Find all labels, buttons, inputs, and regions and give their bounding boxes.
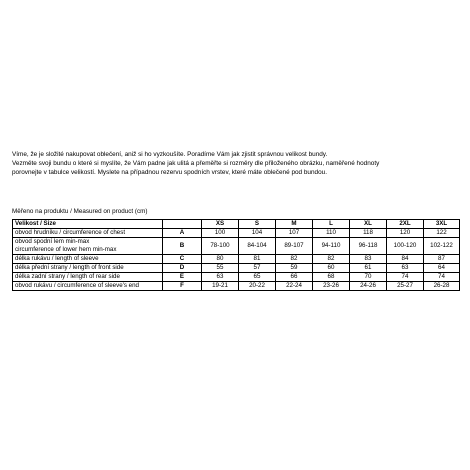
header-code-cell	[163, 220, 202, 229]
row-label-line-1: obvod spodní lem min-max	[15, 238, 90, 246]
row-label-line-2: circumference of lower hem min-max	[15, 246, 117, 253]
table-cell: 59	[276, 264, 313, 273]
table-cell: 110	[313, 229, 350, 238]
table-cell: 100-120	[387, 238, 424, 255]
table-cell: 22-24	[276, 282, 313, 291]
intro-line-3: porovnejte v tabulce velikostí. Myslete na případnou rezervu spodních vrstev, které máte oblečené pod bundou.	[12, 169, 327, 177]
table-cell: 66	[276, 273, 313, 282]
table-row	[13, 255, 460, 264]
header-size: 2XL	[387, 220, 424, 229]
table-cell: 120	[387, 229, 424, 238]
row-label: délka zadní strany / length of rear side	[13, 273, 163, 282]
table-cell: 64	[424, 264, 460, 273]
intro-line-1: Víme, že je složité nakupovat oblečení, aniž si ho vyzkoušíte. Poradíme Vám jak zjistit správnou velikost bundy.	[12, 151, 328, 158]
row-label: délka rukávu / length of sleeve	[13, 255, 163, 264]
row-code: F	[163, 282, 202, 291]
table-cell: 81	[239, 255, 276, 264]
header-size: XS	[202, 220, 239, 229]
table-cell: 25-27	[387, 282, 424, 291]
table-cell: 74	[424, 273, 460, 282]
row-label	[13, 238, 163, 255]
table-cell: 68	[313, 273, 350, 282]
table-cell: 19-21	[202, 282, 239, 291]
table-cell: 122	[424, 229, 460, 238]
table-cell: 100	[202, 229, 239, 238]
table-cell: 70	[350, 273, 387, 282]
table-cell: 94-110	[313, 238, 350, 255]
header-size: S	[239, 220, 276, 229]
row-code: D	[163, 264, 202, 273]
table-cell: 57	[239, 264, 276, 273]
table-cell: 80	[202, 255, 239, 264]
table-cell: 55	[202, 264, 239, 273]
table-row	[13, 238, 460, 255]
intro-text	[12, 150, 464, 178]
table-header-row	[13, 220, 460, 229]
header-size-label: Velikost / Size	[13, 220, 163, 229]
table-row	[13, 282, 460, 291]
table-cell: 63	[202, 273, 239, 282]
table-cell: 84-104	[239, 238, 276, 255]
header-size: L	[313, 220, 350, 229]
header-size: 3XL	[424, 220, 460, 229]
table-cell: 26-28	[424, 282, 460, 291]
header-size: M	[276, 220, 313, 229]
row-label: obvod rukávu / circumference of sleeve's end	[13, 282, 163, 291]
table-cell: 102-122	[424, 238, 460, 255]
table-cell: 82	[276, 255, 313, 264]
intro-line-2: Vezměte svoji bundu o které si myslíte, že Vám padne jak ulitá a přeměřte si rozměry dle přiloženého obrázku, naměřené hodnoty	[12, 160, 380, 168]
row-code: C	[163, 255, 202, 264]
table-cell: 20-22	[239, 282, 276, 291]
table-cell: 63	[387, 264, 424, 273]
table-row	[13, 273, 460, 282]
table-cell: 87	[424, 255, 460, 264]
table-cell: 74	[387, 273, 424, 282]
row-code: B	[163, 238, 202, 255]
size-table	[12, 219, 460, 291]
table-cell: 24-26	[350, 282, 387, 291]
table-cell: 83	[350, 255, 387, 264]
table-cell: 89-107	[276, 238, 313, 255]
table-row	[13, 229, 460, 238]
row-code: E	[163, 273, 202, 282]
header-size: XL	[350, 220, 387, 229]
table-cell: 84	[387, 255, 424, 264]
table-cell: 23-26	[313, 282, 350, 291]
row-label: délka přední strany / length of front side	[13, 264, 163, 273]
table-cell: 96-118	[350, 238, 387, 255]
table-cell: 60	[313, 264, 350, 273]
table-cell: 82	[313, 255, 350, 264]
row-label: obvod hrudníku / circumference of chest	[13, 229, 163, 238]
table-cell: 118	[350, 229, 387, 238]
table-caption: Měřeno na produktu / Measured on product (cm)	[12, 208, 148, 215]
table-cell: 65	[239, 273, 276, 282]
row-code: A	[163, 229, 202, 238]
table-row	[13, 264, 460, 273]
table-cell: 104	[239, 229, 276, 238]
table-cell: 78-100	[202, 238, 239, 255]
table-cell: 107	[276, 229, 313, 238]
table-cell: 61	[350, 264, 387, 273]
